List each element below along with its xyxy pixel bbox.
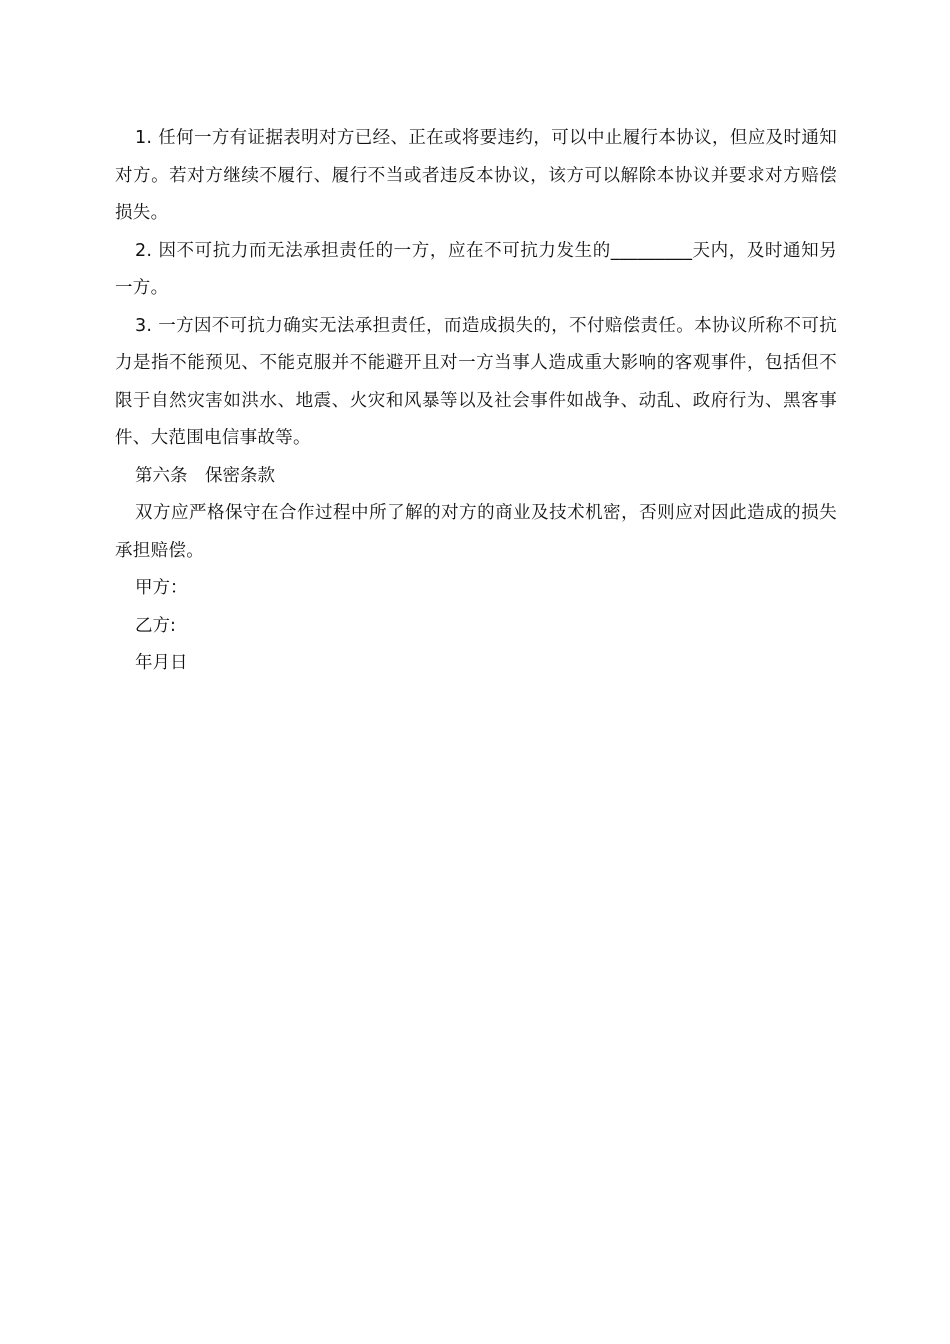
article-6-body: 双方应严格保守在合作过程中所了解的对方的商业及技术机密，否则应对因此造成的损失承担赔偿。 <box>115 503 837 561</box>
document-body <box>115 120 837 683</box>
clause-3-paragraph: 3. 一方因不可抗力确实无法承担责任，而造成损失的，不付赔偿责任。本协议所称不可抗力是指不能预见、不能克服并不能避开且对一方当事人造成重大影响的客观事件，包括但不限于自然灾害如洪水、地震、火灾和风暴等以及社会事件如战争、动乱、政府行为、黑客事件、大范围电信事故等。 <box>115 315 837 448</box>
party-b-signature-line: 乙方: <box>135 615 176 636</box>
party-a-signature-line: 甲方： <box>135 578 188 598</box>
clause-2-paragraph: 2. 因不可抗力而无法承担责任的一方，应在不可抗力发生的_________天内，及时通知另一方。 <box>115 240 837 298</box>
clause-1-paragraph: 1. 任何一方有证据表明对方已经、正在或将要违约，可以中止履行本协议，但应及时通知对方。若对方继续不履行、履行不当或者违反本协议，该方可以解除本协议并要求对方赔偿损失。 <box>115 128 837 223</box>
article-6-heading: 第六条 保密条款 <box>135 465 275 486</box>
date-line: 年月日 <box>135 653 188 673</box>
